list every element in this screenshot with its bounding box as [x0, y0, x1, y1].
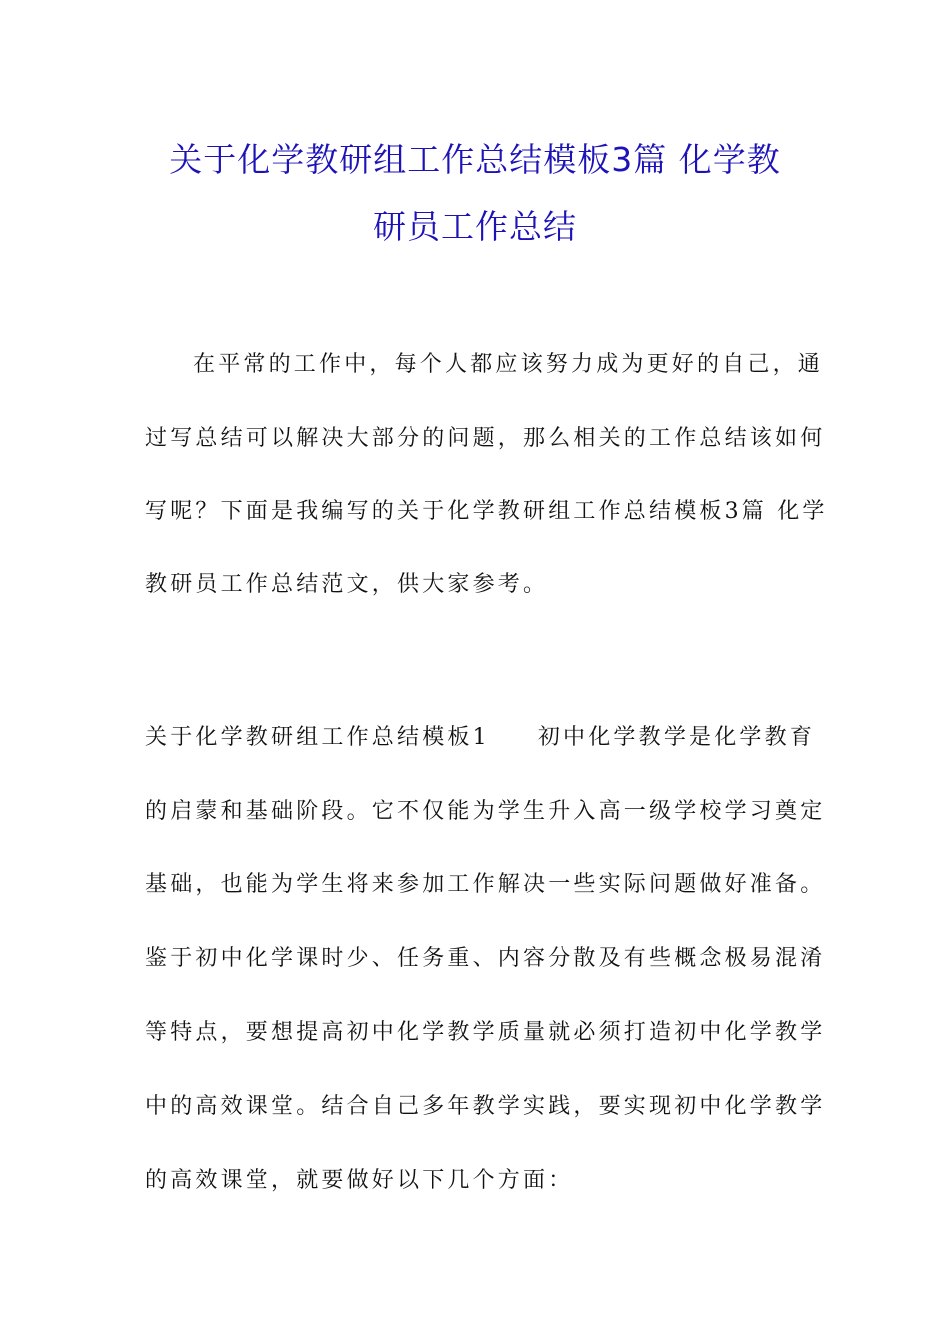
section-1-line-5: 等特点，要想提高初中化学教学质量就必须打造初中化学教学: [145, 1020, 826, 1045]
intro-line-1: 在平常的工作中，每个人都应该努力成为更好的自己，通: [193, 352, 824, 377]
section-1-line-6: 中的高效课堂。结合自己多年教学实践，要实现初中化学教学: [145, 1094, 826, 1119]
section-1-line-7: 的高效课堂，就要做好以下几个方面：: [145, 1168, 574, 1193]
section-1-line-3: 基础，也能为学生将来参加工作解决一些实际问题做好准备。: [145, 872, 826, 897]
intro-line-4: 教研员工作总结范文，供大家参考。: [145, 572, 549, 597]
document-title-line-1: 关于化学教研组工作总结模板3篇 化学教: [169, 140, 781, 179]
intro-line-3: 写呢？下面是我编写的关于化学教研组工作总结模板3篇 化学: [145, 499, 828, 524]
intro-line-2: 过写总结可以解决大部分的问题，那么相关的工作总结该如何: [145, 426, 826, 451]
section-1-opening-text: 初中化学教学是化学教育: [537, 725, 816, 750]
document-title-line-2: 研员工作总结: [373, 207, 577, 246]
section-1-heading: 关于化学教研组工作总结模板1: [145, 725, 490, 750]
section-1-line-4: 鉴于初中化学课时少、任务重、内容分散及有些概念极易混淆: [145, 946, 826, 971]
section-1-line-2: 的启蒙和基础阶段。它不仅能为学生升入高一级学校学习奠定: [145, 799, 826, 824]
section-1-first-line: [145, 720, 816, 751]
